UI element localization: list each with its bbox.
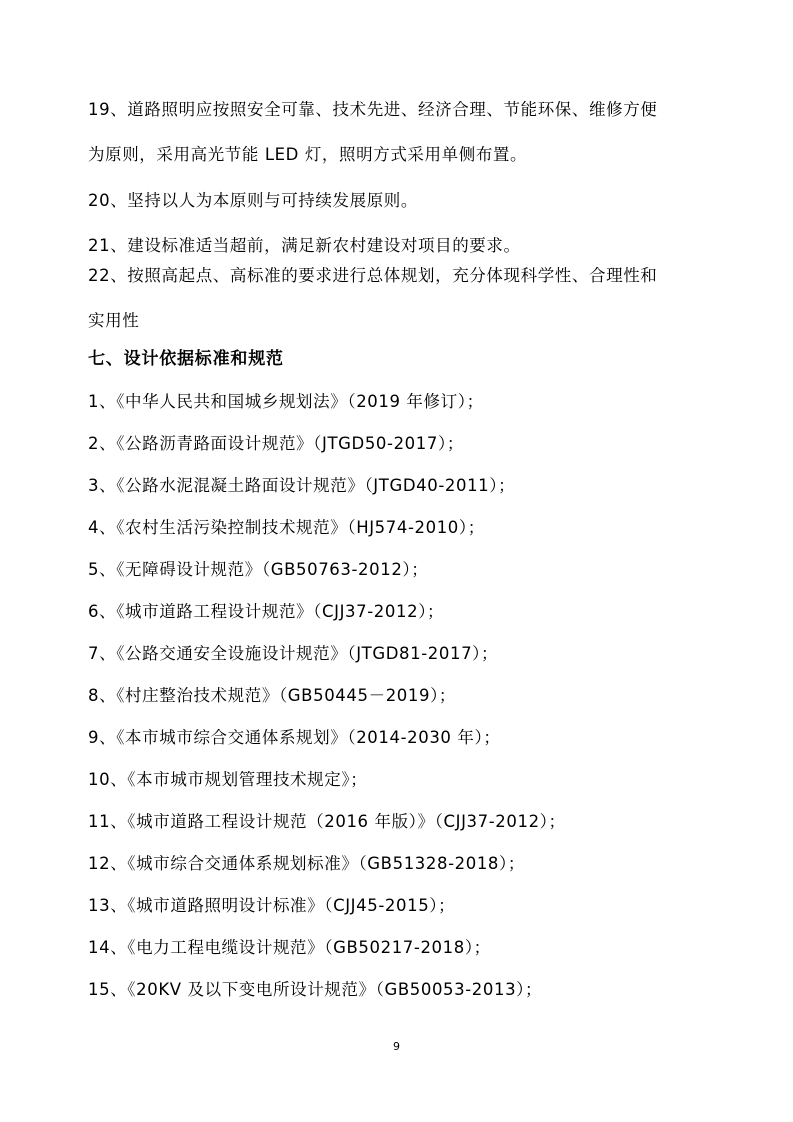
principle-21: 21、建设标准适当超前，满足新农村建设对项目的要求。	[88, 236, 521, 255]
standard-item-10: 10、《本市城市规划管理技术规定》；	[88, 770, 368, 789]
principle-19-line-1: 19、道路照明应按照安全可靠、技术先进、经济合理、节能环保、维修方便	[88, 100, 658, 119]
standard-item-6: 6、《城市道路工程设计规范》（CJJ37-2012）；	[88, 602, 445, 621]
standard-item-7: 7、《公路交通安全设施设计规范》（JTGD81-2017）；	[88, 644, 499, 663]
principle-20: 20、坚持以人为本原则与可持续发展原则。	[88, 191, 418, 210]
principle-19-line-2: 为原则，采用高光节能 LED 灯，照明方式采用单侧布置。	[88, 145, 528, 164]
standard-item-1: 1、《中华人民共和国城乡规划法》（2019 年修订）；	[88, 392, 484, 411]
standard-item-4: 4、《农村生活污染控制技术规范》（HJ574-2010）；	[88, 518, 485, 537]
standard-item-15: 15、《20KV 及以下变电所设计规范》（GB50053-2013）；	[88, 980, 543, 999]
standard-item-3: 3、《公路水泥混凝土路面设计规范》（JTGD40-2011）；	[88, 476, 516, 495]
standard-item-13: 13、《城市道路照明设计标准》（CJJ45-2015）；	[88, 896, 456, 915]
standard-item-9: 9、《本市城市综合交通体系规划》（2014-2030 年）；	[88, 728, 501, 747]
standard-item-2: 2、《公路沥青路面设计规范》（JTGD50-2017）；	[88, 434, 464, 453]
principle-22-line-1: 22、按照高起点、高标准的要求进行总体规划，充分体现科学性、合理性和	[88, 266, 658, 285]
standard-item-12: 12、《城市综合交通体系规划标准》（GB51328-2018）；	[88, 854, 525, 873]
section-heading: 七、设计依据标准和规范	[88, 349, 284, 369]
standard-item-14: 14、《电力工程电缆设计规范》（GB50217-2018）；	[88, 938, 491, 957]
standard-item-5: 5、《无障碍设计规范》（GB50763-2012）；	[88, 560, 429, 579]
standard-item-8: 8、《村庄整治技术规范》（GB50445－2019）；	[88, 686, 457, 705]
principle-22-line-2: 实用性	[88, 311, 140, 330]
standard-item-11: 11、《城市道路工程设计规范（2016 年版）》（CJJ37-2012）；	[88, 812, 566, 831]
page-number: 9	[393, 1040, 400, 1053]
